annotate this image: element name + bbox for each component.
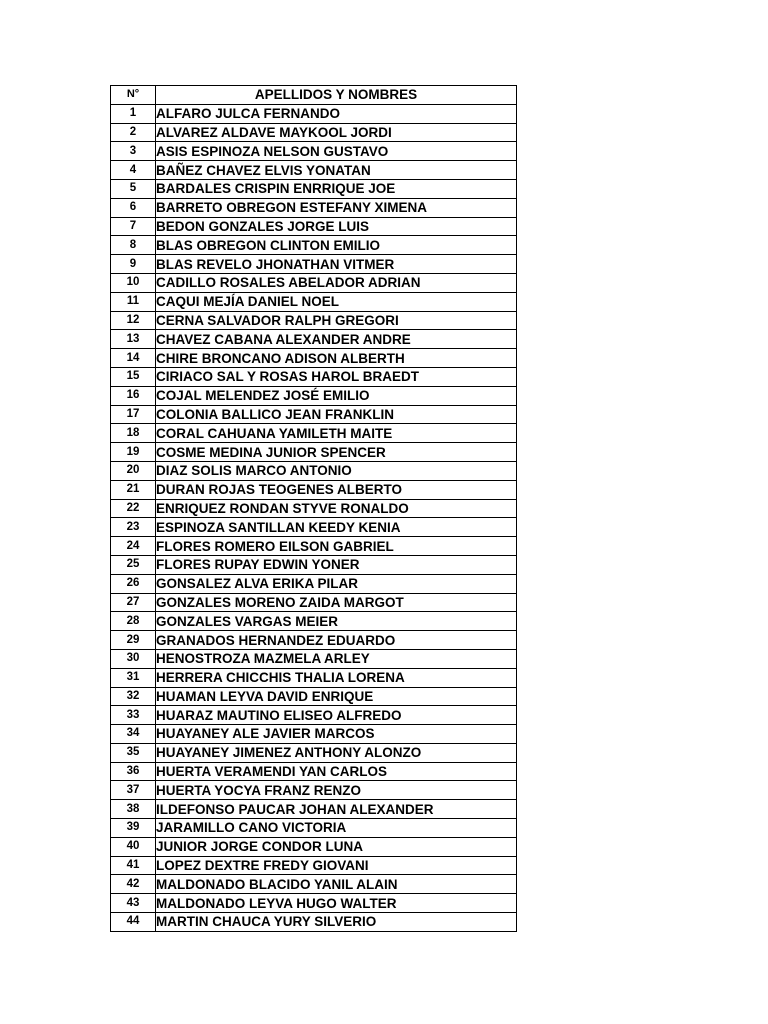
table-row bbox=[111, 819, 517, 838]
row-number: 44 bbox=[111, 913, 156, 932]
table-row bbox=[111, 255, 517, 274]
table-row bbox=[111, 499, 517, 518]
row-number: 33 bbox=[111, 706, 156, 725]
table-row bbox=[111, 649, 517, 668]
table-row bbox=[111, 480, 517, 499]
student-name: ILDEFONSO PAUCAR JOHAN ALEXANDER bbox=[156, 800, 517, 819]
row-number: 38 bbox=[111, 800, 156, 819]
row-number: 1 bbox=[111, 104, 156, 123]
student-name: FLORES RUPAY EDWIN YONER bbox=[156, 555, 517, 574]
table-row bbox=[111, 311, 517, 330]
student-name: CORAL CAHUANA YAMILETH MAITE bbox=[156, 424, 517, 443]
student-name: GONSALEZ ALVA ERIKA PILAR bbox=[156, 574, 517, 593]
table-row bbox=[111, 518, 517, 537]
table-row bbox=[111, 104, 517, 123]
student-name: GONZALES VARGAS MEIER bbox=[156, 612, 517, 631]
row-number: 14 bbox=[111, 349, 156, 368]
table-row bbox=[111, 593, 517, 612]
table-row bbox=[111, 386, 517, 405]
row-number: 39 bbox=[111, 819, 156, 838]
row-number: 15 bbox=[111, 367, 156, 386]
table-row bbox=[111, 273, 517, 292]
student-name: HUERTA VERAMENDI YAN CARLOS bbox=[156, 762, 517, 781]
row-number: 26 bbox=[111, 574, 156, 593]
table-row bbox=[111, 424, 517, 443]
table-row bbox=[111, 913, 517, 932]
student-name: COJAL MELENDEZ JOSÉ EMILIO bbox=[156, 386, 517, 405]
table-row bbox=[111, 198, 517, 217]
table-row bbox=[111, 461, 517, 480]
student-roster-table bbox=[110, 85, 517, 932]
student-name: CAQUI MEJÍA DANIEL NOEL bbox=[156, 292, 517, 311]
table-row bbox=[111, 179, 517, 198]
table-row bbox=[111, 781, 517, 800]
table-row bbox=[111, 443, 517, 462]
row-number: 27 bbox=[111, 593, 156, 612]
student-name: BARDALES CRISPIN ENRRIQUE JOE bbox=[156, 179, 517, 198]
table-row bbox=[111, 612, 517, 631]
row-number: 30 bbox=[111, 649, 156, 668]
table-row bbox=[111, 537, 517, 556]
table-row bbox=[111, 405, 517, 424]
student-name: BARRETO OBREGON ESTEFANY XIMENA bbox=[156, 198, 517, 217]
row-number: 20 bbox=[111, 461, 156, 480]
student-name: HENOSTROZA MAZMELA ARLEY bbox=[156, 649, 517, 668]
table-row bbox=[111, 668, 517, 687]
student-name: CIRIACO SAL Y ROSAS HAROL BRAEDT bbox=[156, 367, 517, 386]
row-number: 4 bbox=[111, 161, 156, 180]
table-row bbox=[111, 123, 517, 142]
student-name: DIAZ SOLIS MARCO ANTONIO bbox=[156, 461, 517, 480]
student-name: GONZALES MORENO ZAIDA MARGOT bbox=[156, 593, 517, 612]
student-name: JUNIOR JORGE CONDOR LUNA bbox=[156, 837, 517, 856]
table-row bbox=[111, 856, 517, 875]
table-row bbox=[111, 555, 517, 574]
row-number: 12 bbox=[111, 311, 156, 330]
row-number: 34 bbox=[111, 725, 156, 744]
row-number: 5 bbox=[111, 179, 156, 198]
row-number: 41 bbox=[111, 856, 156, 875]
row-number: 31 bbox=[111, 668, 156, 687]
row-number: 43 bbox=[111, 894, 156, 913]
student-name: CHAVEZ CABANA ALEXANDER ANDRE bbox=[156, 330, 517, 349]
row-number: 3 bbox=[111, 142, 156, 161]
table-row bbox=[111, 161, 517, 180]
column-header-name: APELLIDOS Y NOMBRES bbox=[156, 86, 517, 105]
row-number: 36 bbox=[111, 762, 156, 781]
row-number: 11 bbox=[111, 292, 156, 311]
row-number: 23 bbox=[111, 518, 156, 537]
table-row bbox=[111, 367, 517, 386]
row-number: 32 bbox=[111, 687, 156, 706]
table-row bbox=[111, 875, 517, 894]
student-name: CHIRE BRONCANO ADISON ALBERTH bbox=[156, 349, 517, 368]
table-row bbox=[111, 894, 517, 913]
table-row bbox=[111, 687, 517, 706]
student-name: CERNA SALVADOR RALPH GREGORI bbox=[156, 311, 517, 330]
table-row bbox=[111, 762, 517, 781]
student-name: HUAYANEY JIMENEZ ANTHONY ALONZO bbox=[156, 743, 517, 762]
student-name: JARAMILLO CANO VICTORIA bbox=[156, 819, 517, 838]
student-name: CADILLO ROSALES ABELADOR ADRIAN bbox=[156, 273, 517, 292]
row-number: 13 bbox=[111, 330, 156, 349]
row-number: 2 bbox=[111, 123, 156, 142]
row-number: 10 bbox=[111, 273, 156, 292]
student-name: HUARAZ MAUTINO ELISEO ALFREDO bbox=[156, 706, 517, 725]
table-row bbox=[111, 292, 517, 311]
row-number: 28 bbox=[111, 612, 156, 631]
row-number: 42 bbox=[111, 875, 156, 894]
row-number: 9 bbox=[111, 255, 156, 274]
row-number: 18 bbox=[111, 424, 156, 443]
table-row bbox=[111, 236, 517, 255]
row-number: 37 bbox=[111, 781, 156, 800]
table-header-row bbox=[111, 86, 517, 105]
student-name: ASIS ESPINOZA NELSON GUSTAVO bbox=[156, 142, 517, 161]
student-name: ALFARO JULCA FERNANDO bbox=[156, 104, 517, 123]
row-number: 17 bbox=[111, 405, 156, 424]
student-name: BEDON GONZALES JORGE LUIS bbox=[156, 217, 517, 236]
row-number: 24 bbox=[111, 537, 156, 556]
row-number: 35 bbox=[111, 743, 156, 762]
student-name: BAÑEZ CHAVEZ ELVIS YONATAN bbox=[156, 161, 517, 180]
table-row bbox=[111, 706, 517, 725]
row-number: 7 bbox=[111, 217, 156, 236]
column-header-number: N° bbox=[111, 86, 156, 105]
student-name: HUAYANEY ALE JAVIER MARCOS bbox=[156, 725, 517, 744]
table-row bbox=[111, 631, 517, 650]
row-number: 6 bbox=[111, 198, 156, 217]
student-name: MARTIN CHAUCA YURY SILVERIO bbox=[156, 913, 517, 932]
student-name: MALDONADO LEYVA HUGO WALTER bbox=[156, 894, 517, 913]
student-name: FLORES ROMERO EILSON GABRIEL bbox=[156, 537, 517, 556]
student-name: HERRERA CHICCHIS THALIA LORENA bbox=[156, 668, 517, 687]
student-name: GRANADOS HERNANDEZ EDUARDO bbox=[156, 631, 517, 650]
student-name: COLONIA BALLICO JEAN FRANKLIN bbox=[156, 405, 517, 424]
row-number: 21 bbox=[111, 480, 156, 499]
table-row bbox=[111, 725, 517, 744]
table-row bbox=[111, 217, 517, 236]
row-number: 22 bbox=[111, 499, 156, 518]
student-name: ESPINOZA SANTILLAN KEEDY KENIA bbox=[156, 518, 517, 537]
row-number: 16 bbox=[111, 386, 156, 405]
student-name: DURAN ROJAS TEOGENES ALBERTO bbox=[156, 480, 517, 499]
table-row bbox=[111, 743, 517, 762]
student-name: ENRIQUEZ RONDAN STYVE RONALDO bbox=[156, 499, 517, 518]
row-number: 25 bbox=[111, 555, 156, 574]
row-number: 19 bbox=[111, 443, 156, 462]
student-name: HUERTA YOCYA FRANZ RENZO bbox=[156, 781, 517, 800]
student-name: LOPEZ DEXTRE FREDY GIOVANI bbox=[156, 856, 517, 875]
table-row bbox=[111, 837, 517, 856]
table-body bbox=[111, 104, 517, 931]
table-row bbox=[111, 800, 517, 819]
table-row bbox=[111, 330, 517, 349]
student-name: ALVAREZ ALDAVE MAYKOOL JORDI bbox=[156, 123, 517, 142]
student-name: BLAS OBREGON CLINTON EMILIO bbox=[156, 236, 517, 255]
table-row bbox=[111, 349, 517, 368]
table-row bbox=[111, 142, 517, 161]
student-name: BLAS REVELO JHONATHAN VITMER bbox=[156, 255, 517, 274]
row-number: 29 bbox=[111, 631, 156, 650]
student-name: COSME MEDINA JUNIOR SPENCER bbox=[156, 443, 517, 462]
row-number: 8 bbox=[111, 236, 156, 255]
student-name: MALDONADO BLACIDO YANIL ALAIN bbox=[156, 875, 517, 894]
row-number: 40 bbox=[111, 837, 156, 856]
student-name: HUAMAN LEYVA DAVID ENRIQUE bbox=[156, 687, 517, 706]
table-row bbox=[111, 574, 517, 593]
